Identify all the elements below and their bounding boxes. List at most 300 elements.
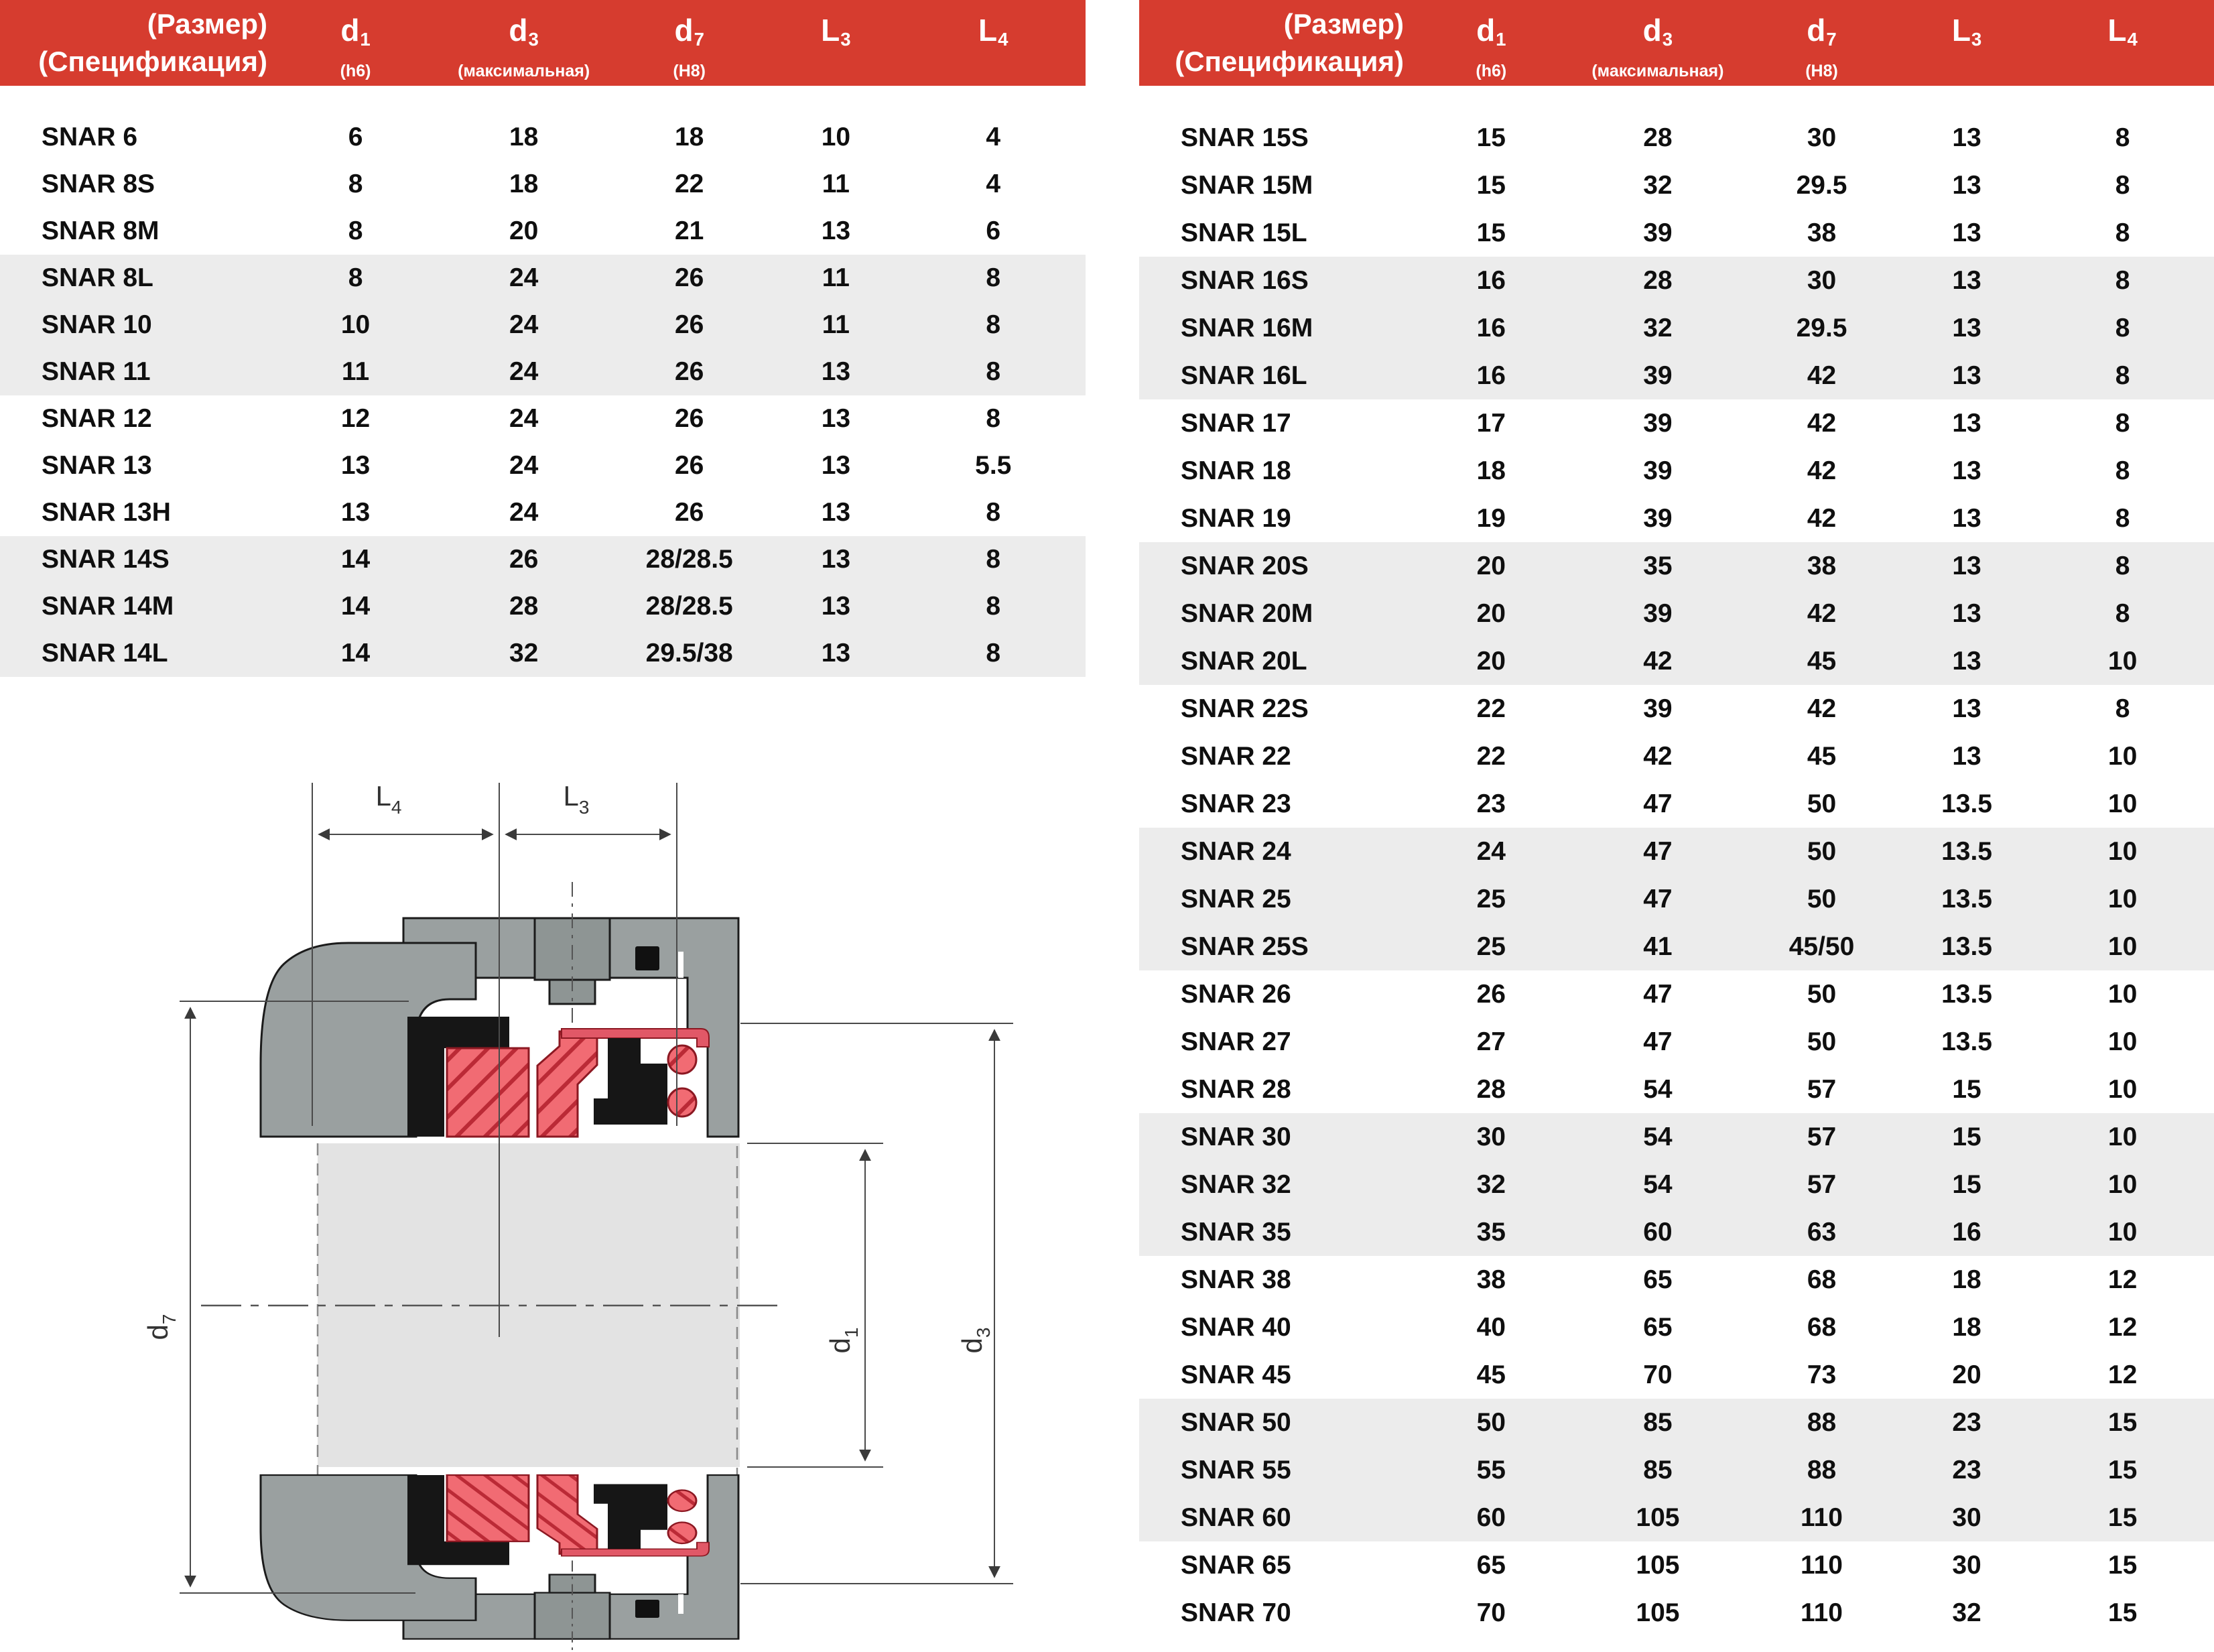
gland-slit <box>678 952 683 978</box>
spec-value: 17 <box>1476 408 1506 438</box>
spec-name: SNAR 13H <box>42 498 171 527</box>
spec-value: 39 <box>1643 361 1673 390</box>
spec-value: 88 <box>1807 1407 1837 1437</box>
spec-value: 8 <box>986 639 1001 668</box>
column-symbol: L3 <box>1951 13 1982 50</box>
column-header-d1 <box>1408 0 1575 86</box>
column-symbol: d7 <box>1807 13 1837 50</box>
spec-value: 8 <box>986 592 1001 621</box>
spec-value: 47 <box>1643 979 1673 1009</box>
spec-value: 38 <box>1807 551 1837 580</box>
spec-value: 26 <box>1476 979 1506 1009</box>
table-row <box>1139 399 2214 447</box>
spec-value: 8 <box>2115 598 2130 628</box>
spring-coil <box>668 1088 696 1117</box>
spec-value: 10 <box>821 123 851 151</box>
spec-value: 50 <box>1807 884 1837 913</box>
spec-value: 45/50 <box>1788 932 1855 961</box>
rubber-bellows <box>594 1038 667 1125</box>
spec-value: 28 <box>1643 265 1673 295</box>
spec-value: 60 <box>1643 1217 1673 1247</box>
spec-value: 8 <box>2115 408 2130 438</box>
spec-value: 38 <box>1476 1265 1506 1294</box>
spec-value: 26 <box>509 545 539 574</box>
spec-value: 4 <box>986 170 1001 198</box>
spec-value: 50 <box>1807 979 1837 1009</box>
spec-value: 12 <box>2107 1312 2138 1342</box>
spec-value: 14 <box>340 545 371 574</box>
column-note: (H8) <box>673 61 706 80</box>
spec-value: 10 <box>2107 1074 2138 1104</box>
size-spec-header <box>1139 0 1408 86</box>
spec-value: 26 <box>674 310 704 339</box>
spec-value: 68 <box>1807 1265 1837 1294</box>
spec-value: 13 <box>1952 456 1981 485</box>
spec-value: 13 <box>1952 741 1981 771</box>
spec-value: 10 <box>2107 1122 2138 1151</box>
spec-value: 105 <box>1636 1550 1680 1580</box>
spec-value: 27 <box>1476 1027 1506 1056</box>
spec-value: 11 <box>822 310 850 339</box>
spec-value: 13 <box>1952 503 1981 533</box>
spec-value: 24 <box>509 451 539 480</box>
spec-name: SNAR 32 <box>1181 1169 1291 1199</box>
spec-value: 39 <box>1643 694 1673 723</box>
seal-face-primary <box>447 1048 529 1137</box>
spec-value: 42 <box>1807 598 1837 628</box>
spec-table-right <box>1139 0 2214 1637</box>
spec-value: 41 <box>1643 932 1673 961</box>
spec-value: 8 <box>2115 503 2130 533</box>
table-body <box>1139 114 2214 1637</box>
spec-value: 16 <box>1476 361 1506 390</box>
spec-name: SNAR 40 <box>1181 1312 1291 1342</box>
column-symbol: d1 <box>340 13 371 50</box>
table-row <box>1139 1066 2214 1113</box>
column-symbol: d7 <box>674 13 704 50</box>
spec-name: SNAR 15S <box>1181 123 1309 152</box>
spec-value: 54 <box>1643 1074 1673 1104</box>
spec-value: 8 <box>2115 694 2130 723</box>
table-row <box>1139 590 2214 637</box>
spec-value: 45 <box>1476 1360 1506 1389</box>
column-header-L4 <box>2031 0 2214 86</box>
spec-value: 26 <box>674 498 704 527</box>
spec-value: 13 <box>821 357 851 386</box>
spec-value: 15 <box>2107 1598 2138 1627</box>
spec-value: 25 <box>1476 884 1506 913</box>
spec-value: 12 <box>2107 1265 2138 1294</box>
spec-value: 24 <box>509 404 539 433</box>
spec-value: 8 <box>2115 361 2130 390</box>
spec-value: 22 <box>1476 741 1506 771</box>
spec-value: 38 <box>1807 218 1837 247</box>
table-row <box>1139 209 2214 257</box>
table-row <box>1139 1161 2214 1208</box>
table-row <box>0 208 1086 255</box>
spec-value: 47 <box>1643 836 1673 866</box>
spec-value: 20 <box>1952 1360 1981 1389</box>
spec-value: 45 <box>1807 646 1837 676</box>
spec-name: SNAR 20S <box>1181 551 1309 580</box>
spec-name: SNAR 19 <box>1181 503 1291 533</box>
spec-name: SNAR 24 <box>1181 836 1291 866</box>
column-note: (h6) <box>340 61 371 80</box>
table-row <box>0 348 1086 395</box>
spec-value: 42 <box>1807 503 1837 533</box>
spec-value: 65 <box>1643 1265 1673 1294</box>
spec-value: 35 <box>1476 1217 1506 1247</box>
spec-value: 22 <box>674 170 704 198</box>
spec-value: 10 <box>2107 1217 2138 1247</box>
spec-value: 85 <box>1643 1407 1673 1437</box>
spec-value: 25 <box>1476 932 1506 961</box>
spec-value: 18 <box>674 123 704 151</box>
spec-value: 57 <box>1807 1122 1837 1151</box>
spec-table-left <box>0 0 1086 677</box>
spec-value: 32 <box>1476 1169 1506 1199</box>
spec-value: 5.5 <box>975 451 1012 480</box>
header-spec-line: (Спецификация) <box>38 46 267 77</box>
spec-name: SNAR 13 <box>42 451 152 480</box>
column-note: (максимальная) <box>458 61 590 80</box>
spec-value: 50 <box>1807 836 1837 866</box>
dim-label-L3: $L_3$ <box>563 780 590 818</box>
table-header <box>1139 0 2214 86</box>
spec-value: 32 <box>509 639 539 668</box>
spec-value: 15 <box>1952 1122 1981 1151</box>
spec-value: 13 <box>821 639 851 668</box>
spec-name: SNAR 50 <box>1181 1407 1291 1437</box>
spec-name: SNAR 28 <box>1181 1074 1291 1104</box>
column-symbol: d3 <box>509 13 539 50</box>
spec-name: SNAR 15L <box>1181 218 1307 247</box>
table-row <box>1139 1018 2214 1066</box>
table-row <box>1139 447 2214 495</box>
table-row <box>0 302 1086 348</box>
spec-value: 12 <box>2107 1360 2138 1389</box>
spec-value: 8 <box>986 357 1001 386</box>
table-row <box>1139 1399 2214 1446</box>
spec-value: 47 <box>1643 884 1673 913</box>
spec-value: 15 <box>1476 218 1506 247</box>
spec-value: 8 <box>2115 313 2130 342</box>
spec-value: 47 <box>1643 789 1673 818</box>
spec-value: 85 <box>1643 1455 1673 1484</box>
spec-value: 28 <box>1476 1074 1506 1104</box>
spec-name: SNAR 10 <box>42 310 152 339</box>
header-size-line: (Размер) <box>147 8 267 40</box>
spec-value: 16 <box>1952 1217 1981 1247</box>
spec-value: 50 <box>1807 1027 1837 1056</box>
column-header-d3 <box>1575 0 1742 86</box>
spec-value: 8 <box>2115 456 2130 485</box>
spec-value: 8 <box>986 263 1001 292</box>
table-row <box>0 630 1086 677</box>
spec-value: 15 <box>1476 123 1506 152</box>
spec-value: 14 <box>340 639 371 668</box>
spec-value: 13 <box>821 498 851 527</box>
spec-value: 35 <box>1643 551 1673 580</box>
spec-name: SNAR 70 <box>1181 1598 1291 1627</box>
spec-value: 26 <box>674 404 704 433</box>
spec-value: 65 <box>1643 1312 1673 1342</box>
spec-value: 22 <box>1476 694 1506 723</box>
spec-value: 57 <box>1807 1169 1837 1199</box>
spec-name: SNAR 16M <box>1181 313 1313 342</box>
header-spec-line: (Спецификация) <box>1175 46 1404 77</box>
spec-value: 13 <box>821 216 851 245</box>
spec-name: SNAR 12 <box>42 404 152 433</box>
table-row <box>1139 1304 2214 1351</box>
spec-value: 15 <box>1952 1169 1981 1199</box>
spec-value: 20 <box>1476 598 1506 628</box>
spec-value: 13.5 <box>1941 1027 1992 1056</box>
spec-value: 20 <box>509 216 539 245</box>
spec-value: 13.5 <box>1941 932 1992 961</box>
spec-value: 40 <box>1476 1312 1506 1342</box>
table-row <box>0 161 1086 208</box>
table-header <box>0 0 1086 86</box>
spec-value: 65 <box>1476 1550 1506 1580</box>
table-row <box>1139 495 2214 542</box>
table-row <box>1139 970 2214 1018</box>
table-row <box>0 114 1086 161</box>
size-spec-header <box>0 0 271 86</box>
spec-value: 23 <box>1952 1407 1981 1437</box>
spec-value: 16 <box>1476 313 1506 342</box>
spec-value: 29.5 <box>1796 313 1847 342</box>
dim-label-L4: $L_4$ <box>375 780 402 818</box>
spec-value: 26 <box>674 451 704 480</box>
spec-name: SNAR 6 <box>42 123 138 151</box>
spec-value: 10 <box>2107 789 2138 818</box>
spec-value: 70 <box>1643 1360 1673 1389</box>
spec-value: 105 <box>1636 1598 1680 1627</box>
table-row <box>1139 685 2214 733</box>
spec-name: SNAR 14M <box>42 592 174 621</box>
spec-value: 10 <box>2107 1027 2138 1056</box>
spring-coil <box>668 1045 696 1074</box>
table-row <box>1139 257 2214 304</box>
spec-value: 42 <box>1643 646 1673 676</box>
spec-value: 54 <box>1643 1122 1673 1151</box>
spec-value: 110 <box>1801 1550 1843 1580</box>
spec-value: 26 <box>674 263 704 292</box>
table-row <box>1139 1351 2214 1399</box>
spec-value: 13 <box>821 451 851 480</box>
column-symbol: L4 <box>2107 13 2138 50</box>
spec-value: 24 <box>509 357 539 386</box>
column-header-L3 <box>771 0 901 86</box>
spec-name: SNAR 18 <box>1181 456 1291 485</box>
table-row <box>1139 162 2214 209</box>
spec-value: 24 <box>509 310 539 339</box>
spec-name: SNAR 25 <box>1181 884 1291 913</box>
spec-value: 32 <box>1643 170 1673 200</box>
spec-value: 10 <box>340 310 371 339</box>
spec-value: 30 <box>1476 1122 1506 1151</box>
spec-value: 50 <box>1807 789 1837 818</box>
spec-value: 39 <box>1643 456 1673 485</box>
column-symbol: L3 <box>821 13 851 50</box>
spec-value: 10 <box>2107 1169 2138 1199</box>
spec-value: 11 <box>822 263 850 292</box>
table-row <box>1139 1589 2214 1637</box>
table-row <box>1139 1256 2214 1304</box>
spec-name: SNAR 16S <box>1181 265 1309 295</box>
spec-value: 18 <box>1952 1312 1981 1342</box>
spec-value: 18 <box>1952 1265 1981 1294</box>
spec-value: 30 <box>1807 123 1837 152</box>
spec-value: 28/28.5 <box>645 545 733 574</box>
spec-value: 29.5 <box>1796 170 1847 200</box>
spec-name: SNAR 8L <box>42 263 153 292</box>
spec-value: 11 <box>341 357 370 386</box>
spec-value: 24 <box>1476 836 1506 866</box>
spec-value: 12 <box>340 404 371 433</box>
spec-value: 39 <box>1643 503 1673 533</box>
table-row <box>0 583 1086 630</box>
column-symbol: d1 <box>1476 13 1506 50</box>
spec-name: SNAR 20L <box>1181 646 1307 676</box>
spec-value: 30 <box>1952 1550 1981 1580</box>
spec-value: 13 <box>1952 694 1981 723</box>
spec-value: 42 <box>1643 741 1673 771</box>
spec-value: 30 <box>1807 265 1837 295</box>
spec-value: 13 <box>1952 408 1981 438</box>
spec-value: 13 <box>1952 218 1981 247</box>
spec-value: 28 <box>509 592 539 621</box>
spec-value: 6 <box>348 123 363 151</box>
spec-value: 15 <box>2107 1455 2138 1484</box>
table-row <box>0 536 1086 583</box>
spec-value: 70 <box>1476 1598 1506 1627</box>
spec-value: 42 <box>1807 694 1837 723</box>
spec-value: 28/28.5 <box>645 592 733 621</box>
spec-name: SNAR 45 <box>1181 1360 1291 1389</box>
column-symbol: L4 <box>978 13 1008 50</box>
table-row <box>1139 1541 2214 1589</box>
spec-value: 110 <box>1801 1598 1843 1627</box>
spec-value: 55 <box>1476 1455 1506 1484</box>
spec-value: 8 <box>2115 551 2130 580</box>
spec-value: 15 <box>1952 1074 1981 1104</box>
spec-value: 4 <box>986 123 1001 151</box>
spec-value: 39 <box>1643 598 1673 628</box>
spec-value: 14 <box>340 592 371 621</box>
drive-screw <box>635 946 659 970</box>
spec-name: SNAR 16L <box>1181 361 1307 390</box>
column-header-d3 <box>440 0 608 86</box>
spec-value: 15 <box>2107 1503 2138 1532</box>
spec-value: 50 <box>1476 1407 1506 1437</box>
spec-value: 13.5 <box>1941 979 1992 1009</box>
column-header-d7 <box>608 0 771 86</box>
spec-value: 57 <box>1807 1074 1837 1104</box>
spec-value: 8 <box>2115 218 2130 247</box>
spec-value: 60 <box>1476 1503 1506 1532</box>
spec-name: SNAR 8S <box>42 170 155 198</box>
spec-name: SNAR 60 <box>1181 1503 1291 1532</box>
seal-face-mating <box>537 1031 597 1137</box>
spec-name: SNAR 22S <box>1181 694 1309 723</box>
spec-value: 13 <box>340 498 371 527</box>
spec-value: 32 <box>1643 313 1673 342</box>
table-row <box>1139 542 2214 590</box>
spec-value: 8 <box>348 170 363 198</box>
spec-value: 19 <box>1476 503 1506 533</box>
spec-value: 63 <box>1807 1217 1837 1247</box>
table-row <box>1139 923 2214 970</box>
spec-value: 6 <box>986 216 1001 245</box>
spec-value: 18 <box>509 170 539 198</box>
table-row <box>1139 114 2214 162</box>
spec-name: SNAR 65 <box>1181 1550 1291 1580</box>
spec-value: 15 <box>1476 170 1506 200</box>
spec-value: 10 <box>2107 979 2138 1009</box>
table-row <box>0 255 1086 302</box>
spec-value: 11 <box>822 170 850 198</box>
spec-value: 8 <box>2115 123 2130 152</box>
spec-value: 13 <box>1952 265 1981 295</box>
spec-value: 15 <box>2107 1550 2138 1580</box>
spec-name: SNAR 22 <box>1181 741 1291 771</box>
spec-name: SNAR 25S <box>1181 932 1309 961</box>
spec-value: 54 <box>1643 1169 1673 1199</box>
spec-value: 13 <box>1952 170 1981 200</box>
spec-value: 23 <box>1952 1455 1981 1484</box>
spec-value: 39 <box>1643 408 1673 438</box>
spec-value: 39 <box>1643 218 1673 247</box>
spec-name: SNAR 30 <box>1181 1122 1291 1151</box>
dim-label-d3: $d_3$ <box>956 1327 994 1354</box>
spec-value: 45 <box>1807 741 1837 771</box>
table-row <box>0 442 1086 489</box>
spec-value: 13 <box>1952 361 1981 390</box>
spec-name: SNAR 20M <box>1181 598 1313 628</box>
table-row <box>0 489 1086 536</box>
spec-value: 21 <box>674 216 704 245</box>
spec-value: 47 <box>1643 1027 1673 1056</box>
spec-name: SNAR 14L <box>42 639 168 668</box>
spec-value: 13.5 <box>1941 836 1992 866</box>
table-body <box>0 114 1086 677</box>
spec-value: 8 <box>986 404 1001 433</box>
table-row <box>1139 1494 2214 1541</box>
seal-lower-half <box>261 1475 738 1652</box>
spec-value: 23 <box>1476 789 1506 818</box>
spec-value: 13 <box>1952 123 1981 152</box>
spec-value: 73 <box>1807 1360 1837 1389</box>
spec-value: 8 <box>2115 265 2130 295</box>
spec-value: 10 <box>2107 741 2138 771</box>
spec-value: 10 <box>2107 932 2138 961</box>
spec-value: 42 <box>1807 456 1837 485</box>
table-row <box>1139 352 2214 399</box>
column-header-d1 <box>271 0 440 86</box>
spec-value: 13 <box>821 404 851 433</box>
spec-value: 24 <box>509 498 539 527</box>
table-row <box>1139 875 2214 923</box>
spec-value: 13 <box>340 451 371 480</box>
dim-label-d1: $d_1$ <box>824 1327 862 1354</box>
spec-value: 16 <box>1476 265 1506 295</box>
spec-value: 42 <box>1807 408 1837 438</box>
spec-value: 15 <box>2107 1407 2138 1437</box>
spec-value: 8 <box>986 310 1001 339</box>
spec-value: 20 <box>1476 551 1506 580</box>
